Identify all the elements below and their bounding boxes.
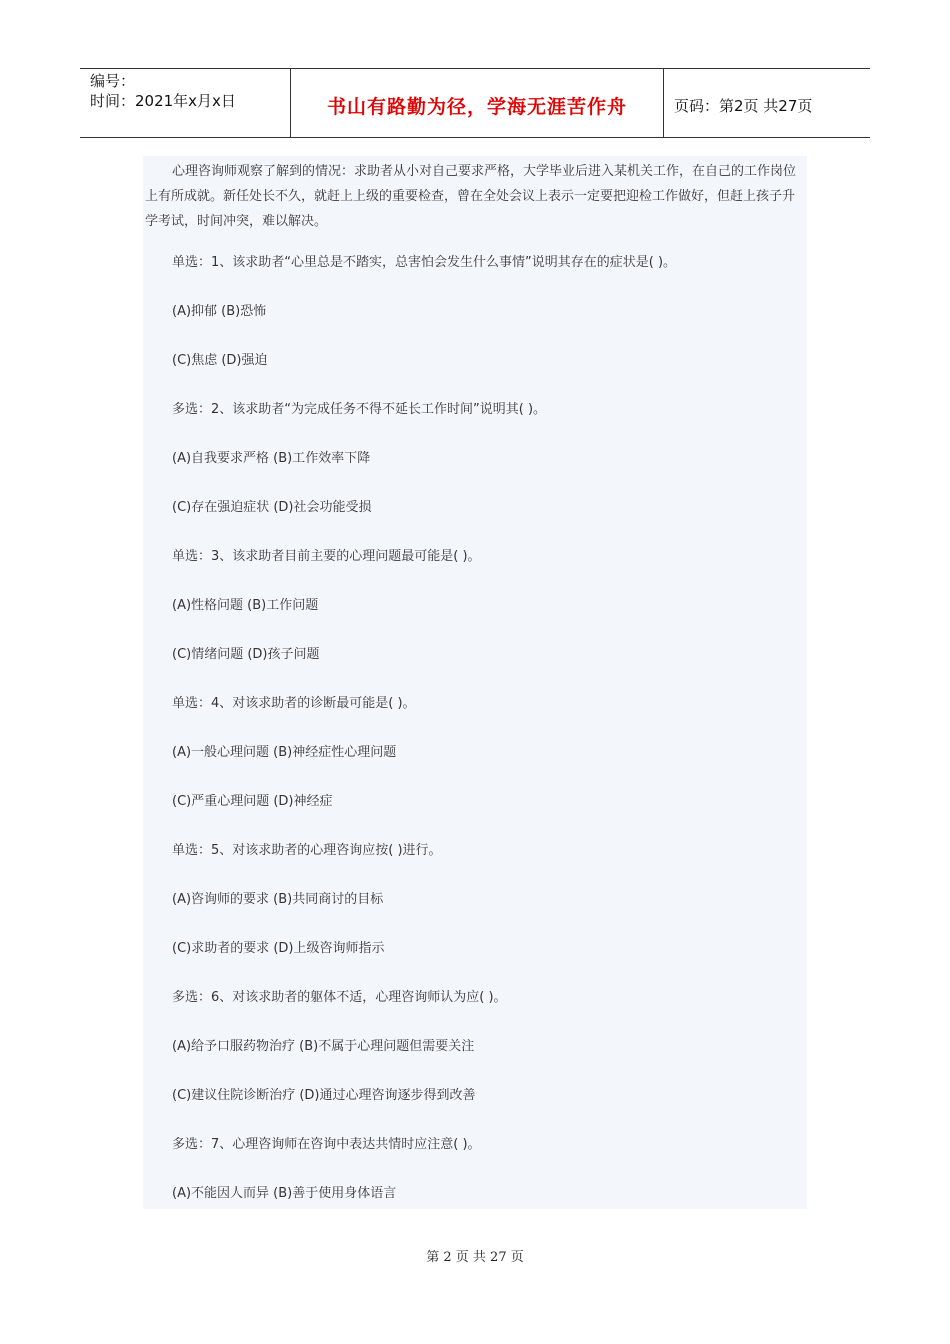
question-line: 单选：1、该求助者“心里总是不踏实，总害怕会发生什么事情”说明其存在的症状是( )。 (172, 255, 677, 270)
header-meta (80, 69, 291, 137)
document-date: 时间：2021年x月x日 (90, 92, 236, 110)
option-line: (C)情绪问题 (D)孩子问题 (172, 647, 320, 662)
question-content (143, 156, 807, 1209)
header-motto: 书山有路勤为径，学海无涯苦作舟 (291, 69, 664, 137)
option-line: (C)严重心理问题 (D)神经症 (172, 794, 333, 809)
page-header (80, 68, 870, 138)
header-page-info: 页码：第2页 共27页 (674, 96, 813, 115)
option-line: (A)咨询师的要求 (B)共同商讨的目标 (172, 892, 384, 907)
question-line: 多选：7、心理咨询师在咨询中表达共情时应注意( )。 (172, 1137, 481, 1152)
option-line: (C)求助者的要求 (D)上级咨询师指示 (172, 941, 385, 956)
question-line: 多选：2、该求助者“为完成任务不得不延长工作时间”说明其( )。 (172, 402, 547, 417)
question-line: 单选：4、对该求助者的诊断最可能是( )。 (172, 696, 416, 711)
option-line: (A)自我要求严格 (B)工作效率下降 (172, 451, 371, 466)
document-number-label: 编号： (90, 72, 136, 90)
option-line: (A)给予口服药物治疗 (B)不属于心理问题但需要关注 (172, 1039, 475, 1054)
option-line: (C)建议住院诊断治疗 (D)通过心理咨询逐步得到改善 (172, 1088, 476, 1103)
option-line: (A)一般心理问题 (B)神经症性心理问题 (172, 745, 397, 760)
option-line: (A)性格问题 (B)工作问题 (172, 598, 319, 613)
option-line: (A)不能因人而异 (B)善于使用身体语言 (172, 1186, 397, 1201)
question-list (143, 254, 807, 1234)
question-line: 单选：3、该求助者目前主要的心理问题最可能是( )。 (172, 549, 481, 564)
option-line: (C)焦虑 (D)强迫 (172, 353, 268, 368)
option-line: (A)抑郁 (B)恐怖 (172, 304, 267, 319)
page-footer: 第 2 页 共 27 页 (426, 1250, 524, 1265)
question-line: 多选：6、对该求助者的躯体不适，心理咨询师认为应( )。 (172, 990, 507, 1005)
question-line: 单选：5、对该求助者的心理咨询应按( )进行。 (172, 843, 442, 858)
case-description: 心理咨询师观察了解到的情况：求助者从小对自己要求严格，大学毕业后进入某机关工作，在自己的工作岗位上有所成就。新任处长不久，就赶上上级的重要检查，曾在全处会议上表示一定要把迎检工作做好，但赶上孩子升学考试，时间冲突，难以解决。 (145, 164, 797, 229)
option-line: (C)存在强迫症状 (D)社会功能受损 (172, 500, 372, 515)
